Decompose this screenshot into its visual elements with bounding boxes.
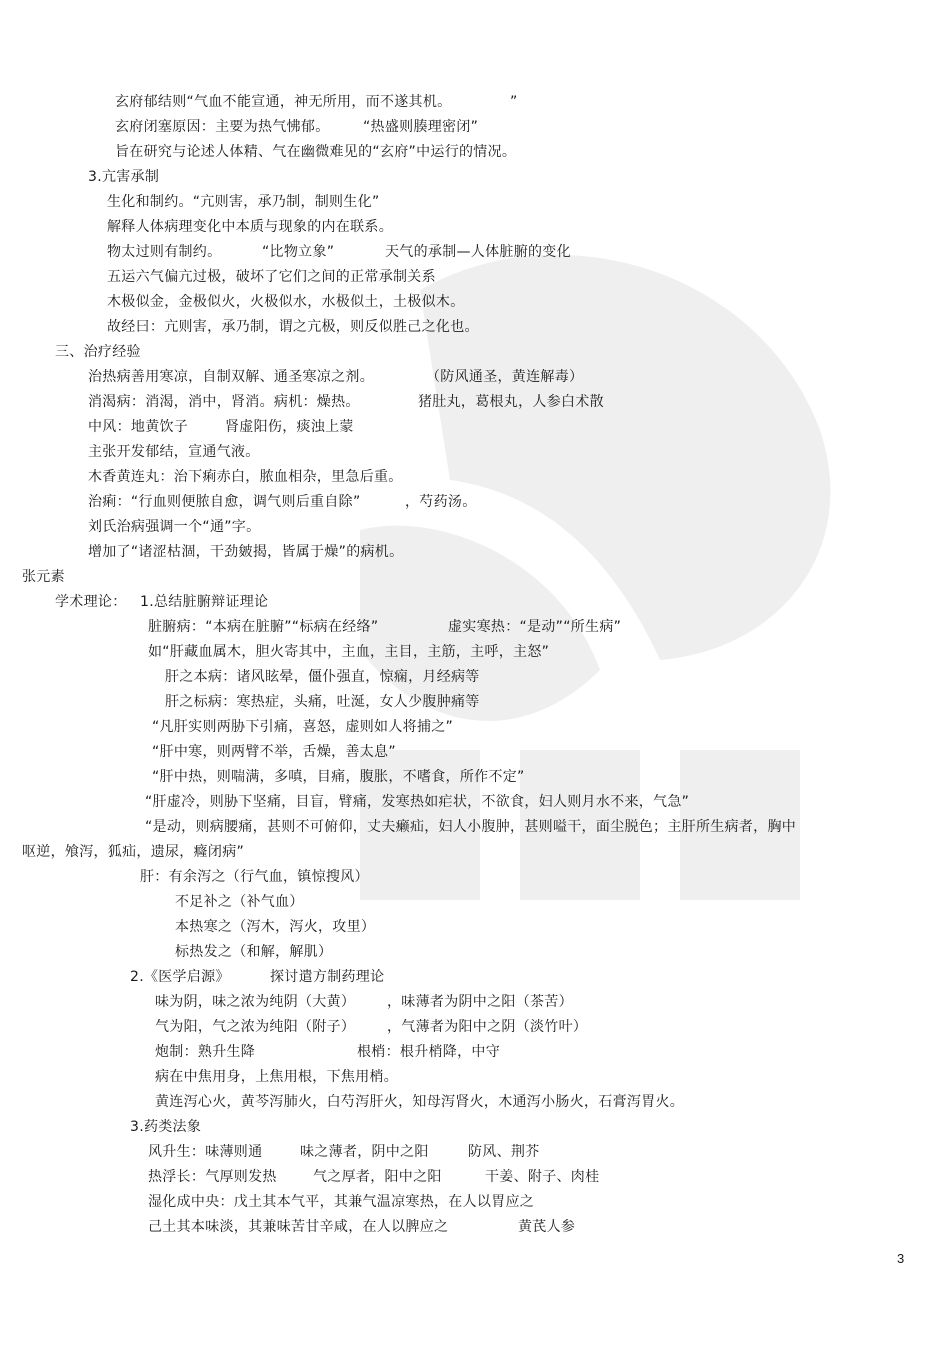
text-line-22-seg-0: 如“肝藏血属木，胆火寄其中，主血，主目，主筋，主呼，主怒” (148, 644, 550, 660)
text-line-45-seg-1: 黄芪人参 (518, 1219, 576, 1235)
text-line-21-seg-1: 虚实寒热：“是动”“所生病” (448, 619, 622, 635)
watermark-logo (300, 230, 860, 950)
text-line-42-seg-1: 味之薄者，阴中之阳 (300, 1144, 429, 1160)
text-line-39-seg-0: 病在中焦用身，上焦用根，下焦用梢。 (155, 1069, 399, 1085)
text-line-9-seg-0: 故经曰：亢则害，承乃制，谓之亢极，则反似胜己之化也。 (107, 319, 479, 335)
text-line-36-seg-1: ，味薄者为阴中之阳（茶苦） (387, 994, 573, 1010)
text-line-33-seg-0: 本热寒之（泻木，泻火，攻里） (175, 919, 376, 935)
text-line-35-seg-0: 2.《医学启源》 (130, 969, 230, 985)
text-line-34-seg-0: 标热发之（和解，解肌） (175, 944, 333, 960)
text-line-5-seg-0: 解释人体病理变化中本质与现象的内在联系。 (107, 219, 393, 235)
text-line-0-seg-1: ” (510, 94, 518, 110)
page-number: 3 (897, 1251, 905, 1266)
text-line-38-seg-1: 根梢：根升梢降，中守 (357, 1044, 500, 1060)
text-line-11-seg-0: 治热病善用寒凉，自制双解、通圣寒凉之剂。 (88, 369, 374, 385)
text-line-30-seg-0: 呕逆，飧泻，狐疝，遗尿，癃闭病” (22, 844, 245, 860)
text-line-13-seg-1: 肾虚阳伤，痰浊上蒙 (225, 419, 354, 435)
text-line-31-seg-0: 肝：有余泻之（行气血，镇惊搜风） (140, 869, 369, 885)
text-line-6-seg-1: “比物立象” (262, 244, 335, 260)
text-line-38-seg-0: 炮制：熟升生降 (155, 1044, 256, 1060)
text-line-42-seg-0: 风升生：味薄则通 (148, 1144, 263, 1160)
text-line-13-seg-0: 中风：地黄饮子 (88, 419, 189, 435)
text-line-14-seg-0: 主张开发郁结，宣通气液。 (88, 444, 260, 460)
text-line-16-seg-0: 治痢：“行血则便脓自愈，调气则后重自除” (88, 494, 361, 510)
text-line-16-seg-1: ，芍药汤。 (405, 494, 477, 510)
text-line-28-seg-0: “肝虚冷，则胁下坚痛，目盲，臂痛，发寒热如疟状，不欲食，妇人则月水不来，气急” (145, 794, 690, 810)
text-line-1-seg-1: “热盛则腠理密闭” (363, 119, 479, 135)
text-line-24-seg-0: 肝之标病：寒热症，头痛，吐涎，女人少腹肿痛等 (165, 694, 480, 710)
text-line-23-seg-0: 肝之本病：诸风眩晕，僵仆强直，惊痫，月经病等 (165, 669, 480, 685)
text-line-27-seg-0: “肝中热，则喘满，多嗔，目痛，腹胀，不嗜食，所作不定” (152, 769, 525, 785)
text-line-35-seg-1: 探讨遣方制药理论 (270, 969, 385, 985)
text-line-6-seg-2: 天气的承制—人体脏腑的变化 (385, 244, 571, 260)
text-line-1-seg-0: 玄府闭塞原因：主要为热气怫郁。 (115, 119, 330, 135)
text-line-11-seg-1: （防风通圣，黄连解毒） (426, 369, 584, 385)
text-line-32-seg-0: 不足补之（补气血） (175, 894, 304, 910)
text-line-0-seg-0: 玄府郁结则“气血不能宣通，神无所用，而不遂其机。 (115, 94, 452, 110)
text-line-17-seg-0: 刘氏治病强调一个“通”字。 (88, 519, 261, 535)
text-line-20-seg-0: 学术理论： (55, 594, 127, 610)
text-line-44-seg-0: 湿化成中央：戊土其本气平，其兼气温凉寒热，在人以胃应之 (148, 1194, 535, 1210)
text-line-4-seg-0: 生化和制约。“亢则害，承乃制，制则生化” (107, 194, 380, 210)
text-line-2-seg-0: 旨在研究与论述人体精、气在幽微难见的“玄府”中运行的情况。 (115, 144, 517, 160)
text-line-18-seg-0: 增加了“诸涩枯涸，干劲皴揭，皆属于燥”的病机。 (88, 544, 404, 560)
text-line-37-seg-0: 气为阳，气之浓为纯阳（附子） (155, 1019, 356, 1035)
text-line-36-seg-0: 味为阴，味之浓为纯阴（大黄） (155, 994, 356, 1010)
text-line-19-seg-0: 张元素 (22, 569, 65, 585)
text-line-15-seg-0: 木香黄连丸：治下痢赤白，脓血相杂，里急后重。 (88, 469, 403, 485)
text-line-41-seg-0: 3.药类法象 (130, 1119, 202, 1135)
text-line-8-seg-0: 木极似金，金极似火，火极似水，水极似土，土极似木。 (107, 294, 465, 310)
text-line-43-seg-0: 热浮长：气厚则发热 (148, 1169, 277, 1185)
text-line-7-seg-0: 五运六气偏亢过极，破坏了它们之间的正常承制关系 (107, 269, 436, 285)
text-line-42-seg-2: 防风、荆芥 (468, 1144, 540, 1160)
text-line-37-seg-1: ，气薄者为阳中之阴（淡竹叶） (387, 1019, 588, 1035)
text-line-21-seg-0: 脏腑病：“本病在脏腑”“标病在经络” (148, 619, 379, 635)
text-line-43-seg-1: 气之厚者，阳中之阳 (313, 1169, 442, 1185)
text-line-26-seg-0: “肝中寒，则两臂不举，舌燥，善太息” (152, 744, 396, 760)
text-line-12-seg-0: 消渴病：消渴，消中，肾消。病机：燥热。 (88, 394, 360, 410)
text-line-6-seg-0: 物太过则有制约。 (107, 244, 222, 260)
text-line-45-seg-0: 己土其本味淡，其兼味苦甘辛咸，在人以脾应之 (148, 1219, 449, 1235)
text-line-12-seg-1: 猪肚丸，葛根丸，人参白术散 (418, 394, 604, 410)
text-line-29-seg-0: “是动，则病腰痛，甚则不可俯仰，丈夫癞疝，妇人小腹肿，甚则嗌干，面尘脱色；主肝所生病者，胸中 (145, 819, 797, 835)
text-line-40-seg-0: 黄连泻心火，黄芩泻肺火，白芍泻肝火，知母泻肾火，木通泻小肠火，石膏泻胃火。 (155, 1094, 685, 1110)
text-line-25-seg-0: “凡肝实则两胁下引痛，喜怒，虚则如人将捕之” (152, 719, 454, 735)
text-line-10-seg-0: 三、治疗经验 (55, 344, 141, 360)
text-line-3-seg-0: 3.亢害承制 (88, 169, 160, 185)
text-line-20-seg-1: 1.总结脏腑辩证理论 (140, 594, 269, 610)
text-line-43-seg-2: 干姜、附子、肉桂 (485, 1169, 600, 1185)
